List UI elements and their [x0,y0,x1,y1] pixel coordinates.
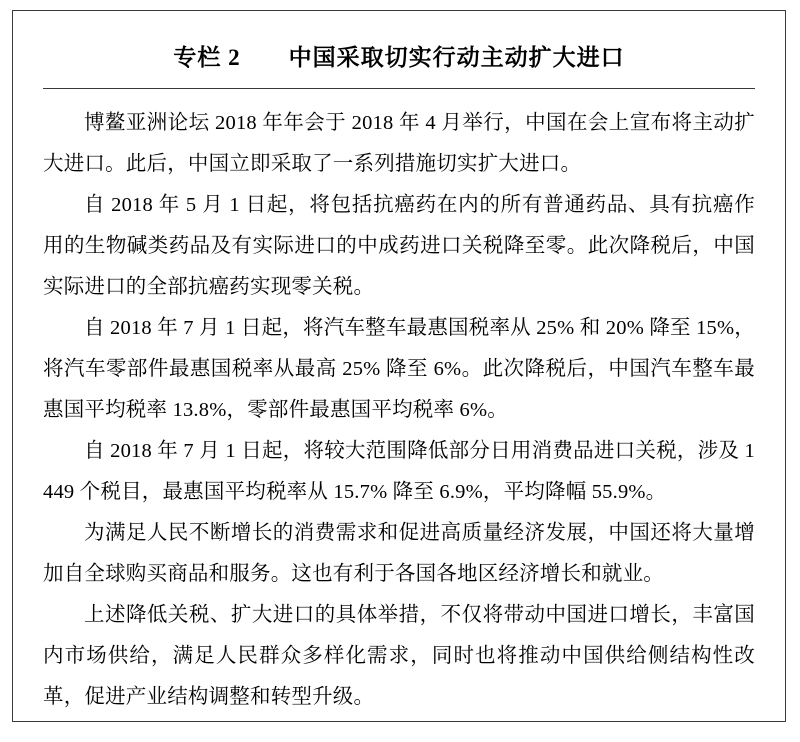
title-divider [43,88,755,89]
paragraph: 上述降低关税、扩大进口的具体举措，不仅将带动中国进口增长，丰富国内市场供给，满足人民群众多样化需求，同时也将推动中国供给侧结构性改革，促进产业结构调整和转型升级。 [43,604,755,708]
paragraph: 博鳌亚洲论坛 2018 年年会于 2018 年 4 月举行，中国在会上宣布将主动扩大进口。此后，中国立即采取了一系列措施切实扩大进口。 [43,112,755,175]
paragraph: 自 2018 年 7 月 1 日起，将较大范围降低部分日用消费品进口关税，涉及 1449 个税目，最惠国平均税率从 15.7% 降至 6.9%，平均降幅 55.9%。 [43,440,755,503]
box-body [43,103,755,718]
feature-box-content [13,11,785,721]
box-title: 专栏 2 中国采取切实行动主动扩大进口 [173,45,625,70]
paragraph: 自 2018 年 7 月 1 日起，将汽车整车最惠国税率从 25% 和 20% 降至 15%，将汽车零部件最惠国税率从最高 25% 降至 6%。此次降税后，中国汽车整车最惠国平均税率 13.8%，零部件最惠国平均税率 6%。 [43,317,755,421]
feature-box [12,10,786,722]
paragraph: 为满足人民不断增长的消费需求和促进高质量经济发展，中国还将大量增加自全球购买商品和服务。这也有利于各国各地区经济增长和就业。 [43,522,755,585]
paragraph: 自 2018 年 5 月 1 日起，将包括抗癌药在内的所有普通药品、具有抗癌作用的生物碱类药品及有实际进口的中成药进口关税降至零。此次降税后，中国实际进口的全部抗癌药实现零关税。 [43,194,755,298]
